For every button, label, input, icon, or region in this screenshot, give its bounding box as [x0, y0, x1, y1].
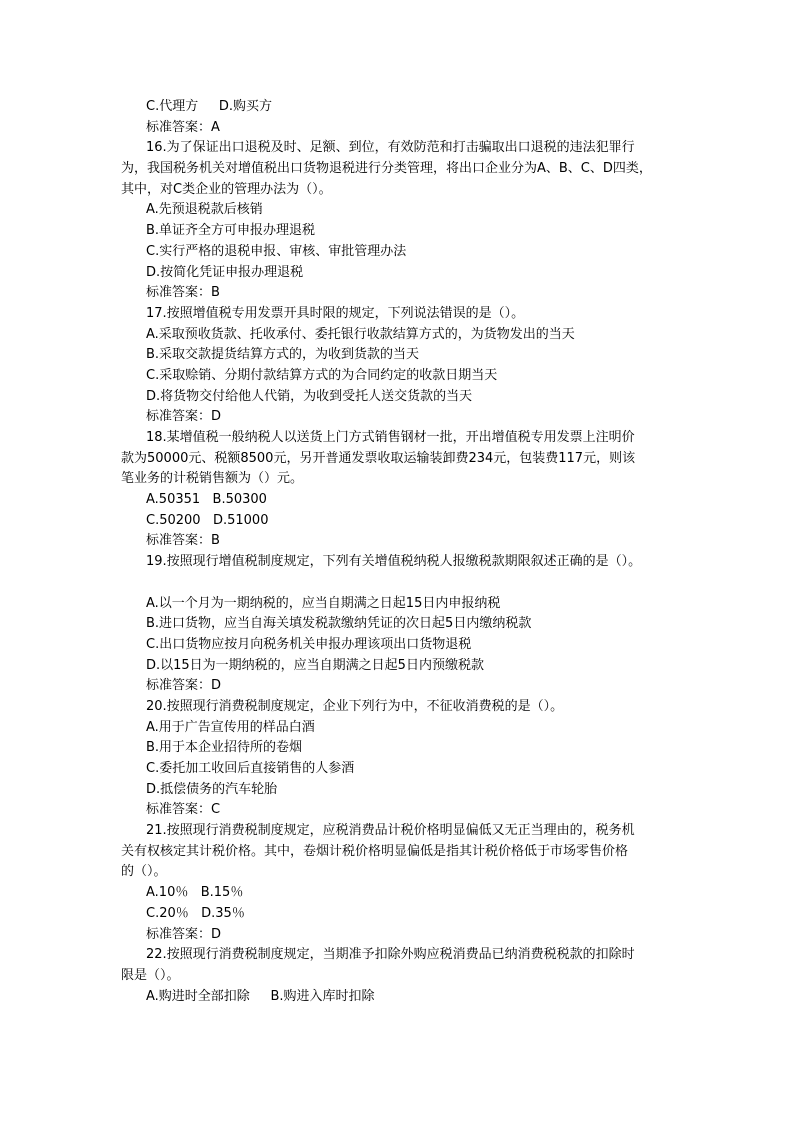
- text-line: 16.为了保证出口退税及时、足额、到位，有效防范和打击骗取出口退税的违法犯罪行: [146, 140, 635, 156]
- text-line: 关有权核定其计税价格。其中，卷烟计税价格明显偏低是指其计税价格低于市场零售价格: [121, 843, 629, 859]
- text-line: A.用于广告宣传用的样品白酒: [146, 719, 315, 735]
- text-line: B.用于本企业招待所的卷烟: [146, 740, 303, 756]
- text-line: 的（）。: [121, 864, 167, 880]
- text-line: 18.某增值税一般纳税人以送货上门方式销售钢材一批，开出增值税专用发票上注明价: [146, 430, 635, 445]
- text-line: D.按简化凭证申报办理退税: [146, 264, 304, 280]
- text-line: C.委托加工收回后直接销售的人参酒: [146, 761, 355, 776]
- text-line: B.采取交款提货结算方式的，为收到货款的当天: [146, 347, 420, 363]
- text-line: 标准答案：C: [146, 802, 221, 818]
- text-line: D.抵偿债务的汽车轮胎: [146, 781, 278, 797]
- text-line: A.购进时全部扣除 B.购进入库时扣除: [146, 988, 375, 1004]
- text-line: 17.按照增值税专用发票开具时限的规定，下列说法错误的是（）。: [146, 305, 525, 321]
- text-line: 款为50000元、税额8500元，另开普通发票收取运输装卸费234元，包装费117元，则该: [121, 450, 636, 466]
- text-line: A.以一个月为一期纳税的，应当自期满之日起15日内申报纳税: [146, 595, 501, 611]
- text-line: 其中，对C类企业的管理办法为（）。: [121, 181, 332, 197]
- text-line: 21.按照现行消费税制度规定，应税消费品计税价格明显偏低又无正当理由的，税务机: [146, 823, 635, 839]
- document-body: [121, 97, 681, 1007]
- text-line: 为，我国税务机关对增值税出口货物退税进行分类管理，将出口企业分为A、B、C、D四类，: [121, 161, 652, 177]
- text-line: B.进口货物，应当自海关填发税款缴纳凭证的次日起5日内缴纳税款: [146, 616, 532, 632]
- text-line: D.以15日为一期纳税的，应当自期满之日起5日内预缴税款: [146, 657, 484, 673]
- text-line: C.20％ D.35％: [146, 905, 245, 921]
- text-line: 笔业务的计税销售额为（）元。: [121, 471, 304, 487]
- text-line: 标准答案：D: [146, 926, 222, 942]
- text-line: A.50351 B.50300: [146, 492, 267, 508]
- blank-line: [121, 573, 681, 594]
- text-line: A.先预退税款后核销: [146, 202, 263, 218]
- text-line: A.采取预收货款、托收承付、委托银行收款结算方式的，为货物发出的当天: [146, 326, 575, 342]
- text-line: 22.按照现行消费税制度规定，当期准予扣除外购应税消费品已纳消费税税款的扣除时: [146, 947, 635, 963]
- text-line: C.采取赊销、分期付款结算方式的为合同约定的收款日期当天: [146, 367, 498, 383]
- text-line: C.代理方 D.购买方: [146, 99, 273, 114]
- text-line: 标准答案：B: [146, 285, 220, 301]
- text-line: 标准答案：B: [146, 533, 220, 549]
- text-line: 限是（）。: [121, 967, 180, 983]
- text-line: 标准答案：D: [146, 678, 222, 694]
- text-line: C.50200 D.51000: [146, 512, 269, 528]
- text-line: 标准答案：D: [146, 409, 222, 425]
- text-line: D.将货物交付给他人代销，为收到受托人送交货款的当天: [146, 388, 473, 404]
- text-line: B.单证齐全方可申报办理退税: [146, 223, 316, 239]
- text-line: C.出口货物应按月向税务机关申报办理该项出口货物退税: [146, 636, 472, 652]
- text-line: 标准答案：A: [146, 119, 220, 135]
- text-line: A.10％ B.15％: [146, 885, 244, 901]
- text-line: 20.按照现行消费税制度规定，企业下列行为中，不征收消费税的是（）。: [146, 698, 564, 714]
- text-line: C.实行严格的退税申报、审核、审批管理办法: [146, 243, 407, 259]
- text-line: 19.按照现行增值税制度规定，下列有关增值税纳税人报缴税款期限叙述正确的是（）。: [146, 554, 642, 570]
